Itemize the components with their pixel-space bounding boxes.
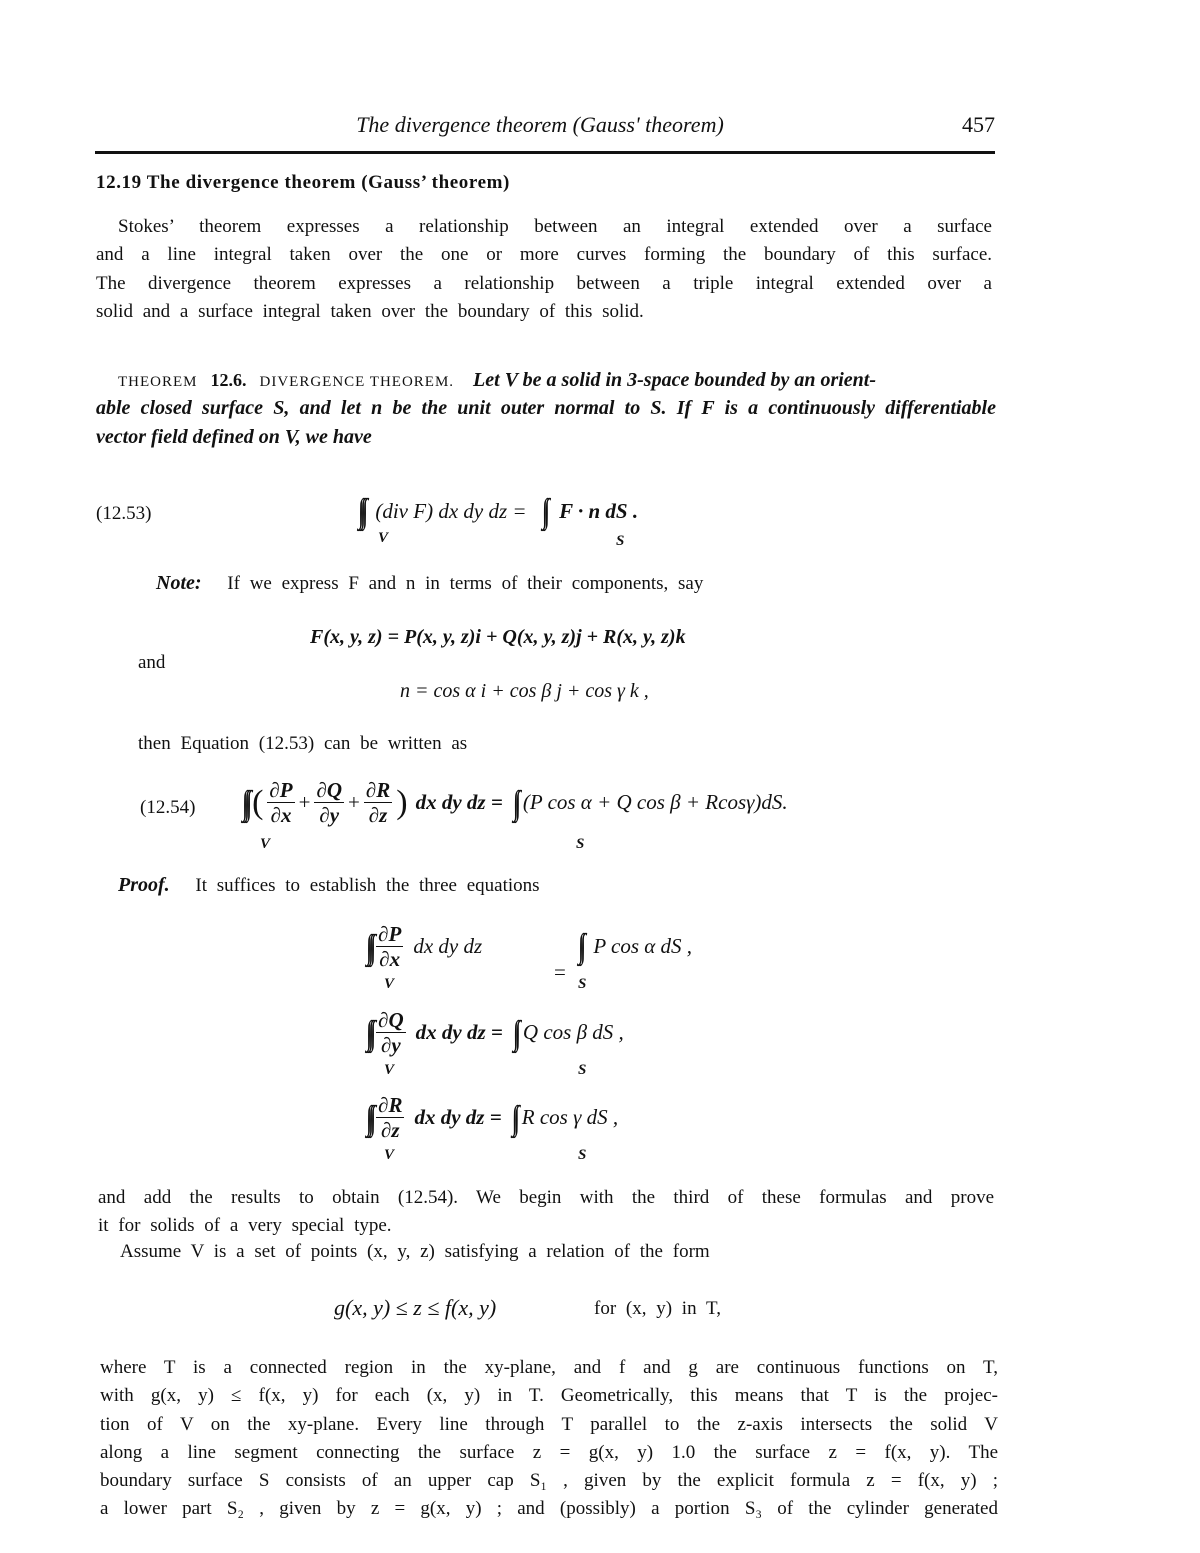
and-word: and bbox=[138, 652, 166, 673]
triple-integral-sign: ∫∫∫ bbox=[366, 1012, 373, 1052]
theorem-line-2: able closed surface S, and let n be the unit outer normal to S. If F is a continuously differentiable bbox=[96, 397, 996, 419]
theorem-text-1: Let V be a solid in 3-space bounded by an orient- bbox=[473, 369, 877, 391]
equation-P bbox=[366, 922, 482, 971]
final-paragraph bbox=[100, 1354, 998, 1524]
eq-12-54-lower-lhs: V bbox=[260, 836, 271, 852]
final-line-1: where T is a connected region in the xy-plane, and f and g are continuous functions on T, bbox=[100, 1357, 998, 1378]
intro-line-4: solid and a surface integral taken over the boundary of this solid. bbox=[96, 300, 644, 322]
theorem-name: DIVERGENCE THEOREM. bbox=[259, 374, 455, 390]
note-text: If we express F and n in terms of their components, say bbox=[227, 573, 704, 594]
eq-Q-rhs: Q cos β dS , bbox=[522, 1020, 624, 1044]
running-title: The divergence theorem (Gauss' theorem) bbox=[356, 112, 724, 137]
plus-sign: + bbox=[348, 790, 360, 814]
fraction-dQ-dy: $\frac{\partial Q}{\partial y}$ bbox=[378, 1008, 404, 1057]
double-integral-sign: ∫∫ bbox=[511, 1097, 516, 1137]
eq-12-53-lower-rhs: S bbox=[616, 533, 625, 549]
intro-line-1: Stokes’ theorem expresses a relationship between an integral extended over a surface bbox=[118, 216, 992, 237]
eq-Q-lower-lhs: V bbox=[384, 1062, 395, 1078]
equation-label-12-53: (12.53) bbox=[96, 503, 152, 524]
eq-12-54-lower-rhs: S bbox=[576, 836, 585, 852]
note-line bbox=[156, 572, 703, 595]
equation-12-53 bbox=[358, 490, 639, 530]
eq-12-54-rhs: (P cos α + Q cos β + Rcosγ)dS. bbox=[522, 790, 788, 814]
region-condition: for (x, y) in T, bbox=[594, 1298, 721, 1319]
intro-line-2: and a line integral taken over the one or more curves forming the boundary of this surface. bbox=[96, 244, 992, 266]
eq-12-54-mid: dx dy dz = bbox=[415, 790, 503, 814]
theorem-line-3: vector field defined on V, we have bbox=[96, 426, 372, 448]
double-integral-sign: ∫∫ bbox=[512, 782, 517, 822]
eq-R-rhs: R cos γ dS , bbox=[521, 1105, 619, 1129]
after-proof-paragraph bbox=[98, 1184, 994, 1241]
final-line-5: boundary surface S consists of an upper cap S₁ , given by the explicit formula z = f(x, y) ; bbox=[100, 1470, 998, 1492]
eq-P-lower-lhs: V bbox=[384, 976, 395, 992]
double-integral-sign: ∫∫ bbox=[578, 925, 583, 965]
triple-integral-sign: ∫∫∫ bbox=[366, 926, 373, 966]
theorem-label: THEOREM bbox=[118, 374, 198, 390]
eq-P-rhs: P cos α dS , bbox=[593, 934, 693, 958]
formula-F: F(x, y, z) = P(x, y, z)i + Q(x, y, z)j + R(x, y, z)k bbox=[310, 626, 686, 648]
double-integral-sign: ∫∫ bbox=[541, 490, 546, 530]
eq-R-lower-rhs: S bbox=[578, 1147, 587, 1163]
theorem-number: 12.6. bbox=[210, 370, 247, 390]
fraction-dR-dz: $\frac{\partial R}{\partial z}$ bbox=[378, 1093, 403, 1142]
final-line-4: along a line segment connecting the surface z = g(x, y) 1.0 the surface z = f(x, y). The bbox=[100, 1441, 998, 1463]
final-line-3: tion of V on the xy-plane. Every line through T parallel to the z-axis intersects the solid V bbox=[100, 1413, 998, 1435]
intro-paragraph bbox=[96, 213, 992, 326]
eq-P-equals: = bbox=[554, 960, 566, 984]
triple-integral-sign: ∫∫∫ bbox=[358, 490, 365, 530]
then-text: then Equation (12.53) can be written as bbox=[138, 733, 468, 754]
formula-n: n = cos α i + cos β j + cos γ k , bbox=[400, 680, 649, 702]
double-integral-sign: ∫∫ bbox=[512, 1012, 517, 1052]
triple-integral-sign: ∫∫∫ bbox=[242, 782, 249, 822]
assume-line: Assume V is a set of points (x, y, z) satisfying a relation of the form bbox=[120, 1241, 710, 1262]
header-rule bbox=[95, 151, 995, 154]
proof-label: Proof. bbox=[118, 874, 170, 896]
proof-text: It suffices to establish the three equations bbox=[195, 875, 540, 896]
eq-P-lower-rhs: S bbox=[578, 976, 587, 992]
region-inequality: g(x, y) ≤ z ≤ f(x, y) bbox=[334, 1295, 497, 1320]
plus-sign: + bbox=[298, 790, 311, 814]
after-proof-line-1: and add the results to obtain (12.54). We begin with the third of these formulas and prove bbox=[98, 1187, 994, 1208]
eq-R-mid: dx dy dz = bbox=[414, 1105, 502, 1129]
equation-Q bbox=[366, 1008, 624, 1057]
theorem-line-1 bbox=[118, 369, 876, 392]
intro-line-3: The divergence theorem expresses a relationship between a triple integral extended over a bbox=[96, 272, 992, 294]
fraction-dP-dx: $\frac{\partial P}{\partial x}$ bbox=[269, 778, 293, 827]
triple-integral-sign: ∫∫∫ bbox=[366, 1097, 373, 1137]
equation-P-rhs bbox=[578, 925, 693, 965]
after-proof-line-2: it for solids of a very special type. bbox=[98, 1215, 392, 1237]
eq-Q-lower-rhs: S bbox=[578, 1062, 587, 1078]
final-line-2: with g(x, y) ≤ f(x, y) for each (x, y) in T. Geometrically, this means that T is the projec- bbox=[100, 1385, 998, 1407]
equation-label-12-54: (12.54) bbox=[140, 797, 196, 818]
fraction-dR-dz: $\frac{\partial R}{\partial z}$ bbox=[365, 778, 391, 827]
eq-Q-mid: dx dy dz = bbox=[415, 1020, 503, 1044]
eq-12-53-lhs: (div F) dx dy dz = bbox=[375, 499, 527, 523]
section-heading: 12.19 The divergence theorem (Gauss’ theorem) bbox=[96, 172, 510, 193]
eq-P-mid: dx dy dz bbox=[413, 934, 483, 958]
note-label: Note: bbox=[156, 572, 202, 594]
equation-R bbox=[366, 1093, 618, 1142]
page-number: 457 bbox=[962, 112, 995, 137]
eq-12-53-rhs: F · n dS . bbox=[559, 499, 639, 523]
eq-R-lower-lhs: V bbox=[384, 1147, 395, 1163]
proof-line bbox=[118, 874, 540, 897]
final-line-6: a lower part S₂ , given by z = g(x, y) ; and (possibly) a portion S₃ of the cylinder generated bbox=[100, 1498, 998, 1520]
fraction-dP-dx: $\frac{\partial P}{\partial x}$ bbox=[378, 922, 402, 971]
fraction-dQ-dy: $\frac{\partial Q}{\partial y}$ bbox=[316, 778, 343, 827]
eq-12-53-lower-lhs: V bbox=[378, 530, 389, 546]
equation-12-54: ∫∫∫ ( $\frac{\partial P}{\partial x}$ + $\frac{\partial Q}{\partial y}$ + $\frac{\partial R}{\partial z}$ ) dx dy dz = ∫∫ (P cos α + Q cos β + Rcosγ)dS. bbox=[242, 778, 788, 827]
